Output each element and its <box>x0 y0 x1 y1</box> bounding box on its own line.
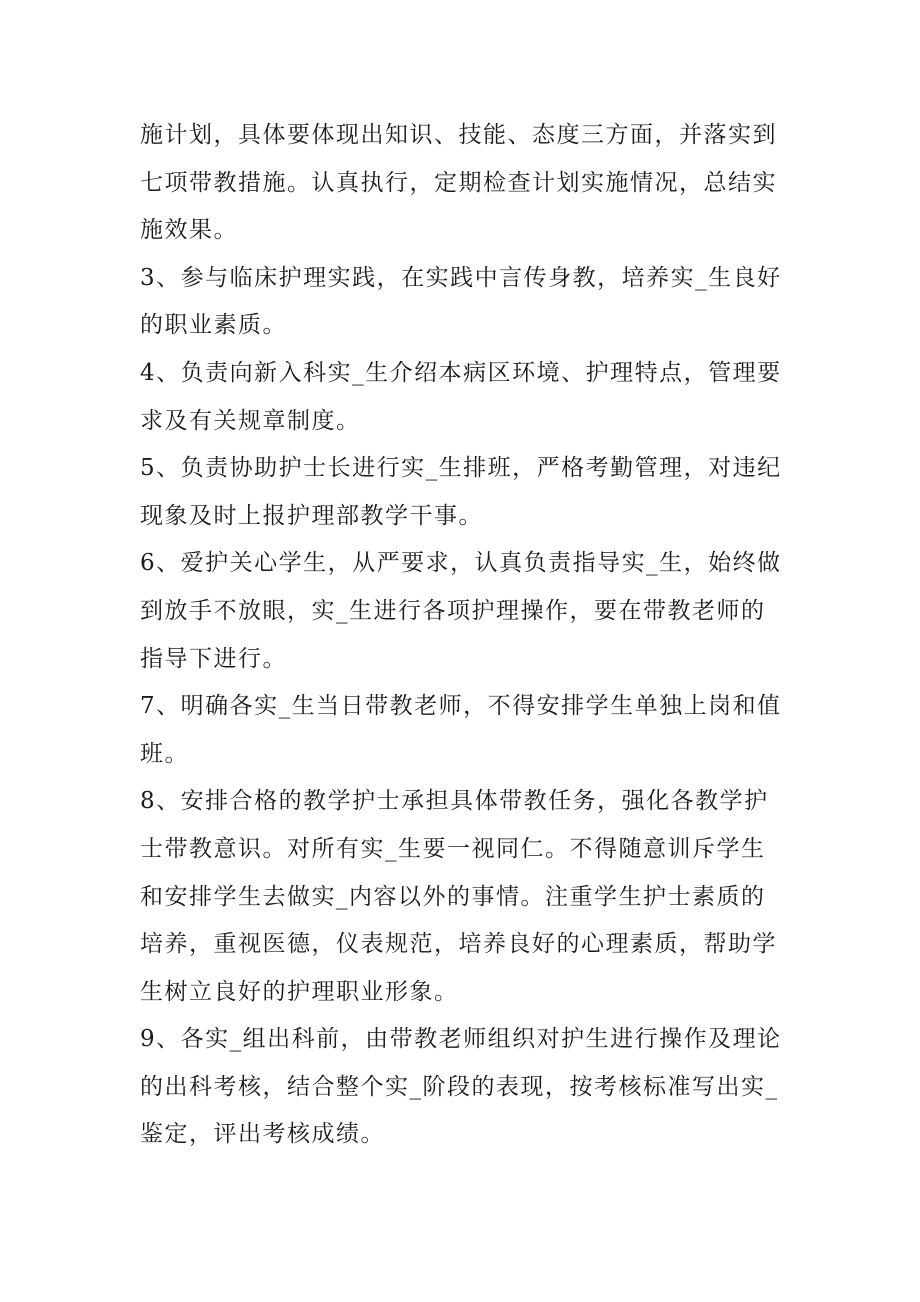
text-line: 9、各实_组出科前，由带教老师组织对护生进行操作及理论 <box>140 1026 782 1053</box>
text-line: 5、负责协助护士长进行实_生排班，严格考勤管理，对违纪 <box>140 455 782 482</box>
text-line: 施效果。 <box>140 217 238 244</box>
text-line: 求及有关规章制度。 <box>140 407 361 434</box>
text-line: 现象及时上报护理部教学干事。 <box>140 502 483 529</box>
document-body <box>140 112 790 1159</box>
text-line: 和安排学生去做实_内容以外的事情。注重学生护士素质的 <box>140 883 766 910</box>
text-line: 6、爱护关心学生，从严要求，认真负责指导实_生，始终做 <box>140 550 782 577</box>
text-line: 的职业素质。 <box>140 312 287 339</box>
text-line: 3、参与临床护理实践，在实践中言传身教，培养实_生良好 <box>140 264 782 291</box>
text-line: 班。 <box>140 740 189 767</box>
text-line: 7、明确各实_生当日带教老师，不得安排学生单独上岗和值 <box>140 693 782 720</box>
text-line: 七项带教措施。认真执行，定期检查计划实施情况，总结实 <box>140 169 777 196</box>
text-line: 施计划，具体要体现出知识、技能、态度三方面，并落实到 <box>140 122 777 148</box>
text-line: 士带教意识。对所有实_生要一视同仁。不得随意训斥学生 <box>140 835 766 862</box>
text-line: 的出科考核，结合整个实_阶段的表现，按考核标准写出实_ <box>140 1073 779 1100</box>
text-line: 培养，重视医德，仪表规范，培养良好的心理素质，帮助学 <box>140 931 777 958</box>
text-line: 指导下进行。 <box>140 645 287 672</box>
text-line: 4、负责向新入科实_生介绍本病区环境、护理特点，管理要 <box>140 359 782 386</box>
text-line: 鉴定，评出考核成绩。 <box>140 1121 385 1148</box>
text-line: 到放手不放眼，实_生进行各项护理操作，要在带教老师的 <box>140 597 766 624</box>
text-line: 8、安排合格的教学护士承担具体带教任务，强化各教学护 <box>140 788 769 815</box>
text-line: 生树立良好的护理职业形象。 <box>140 978 459 1005</box>
